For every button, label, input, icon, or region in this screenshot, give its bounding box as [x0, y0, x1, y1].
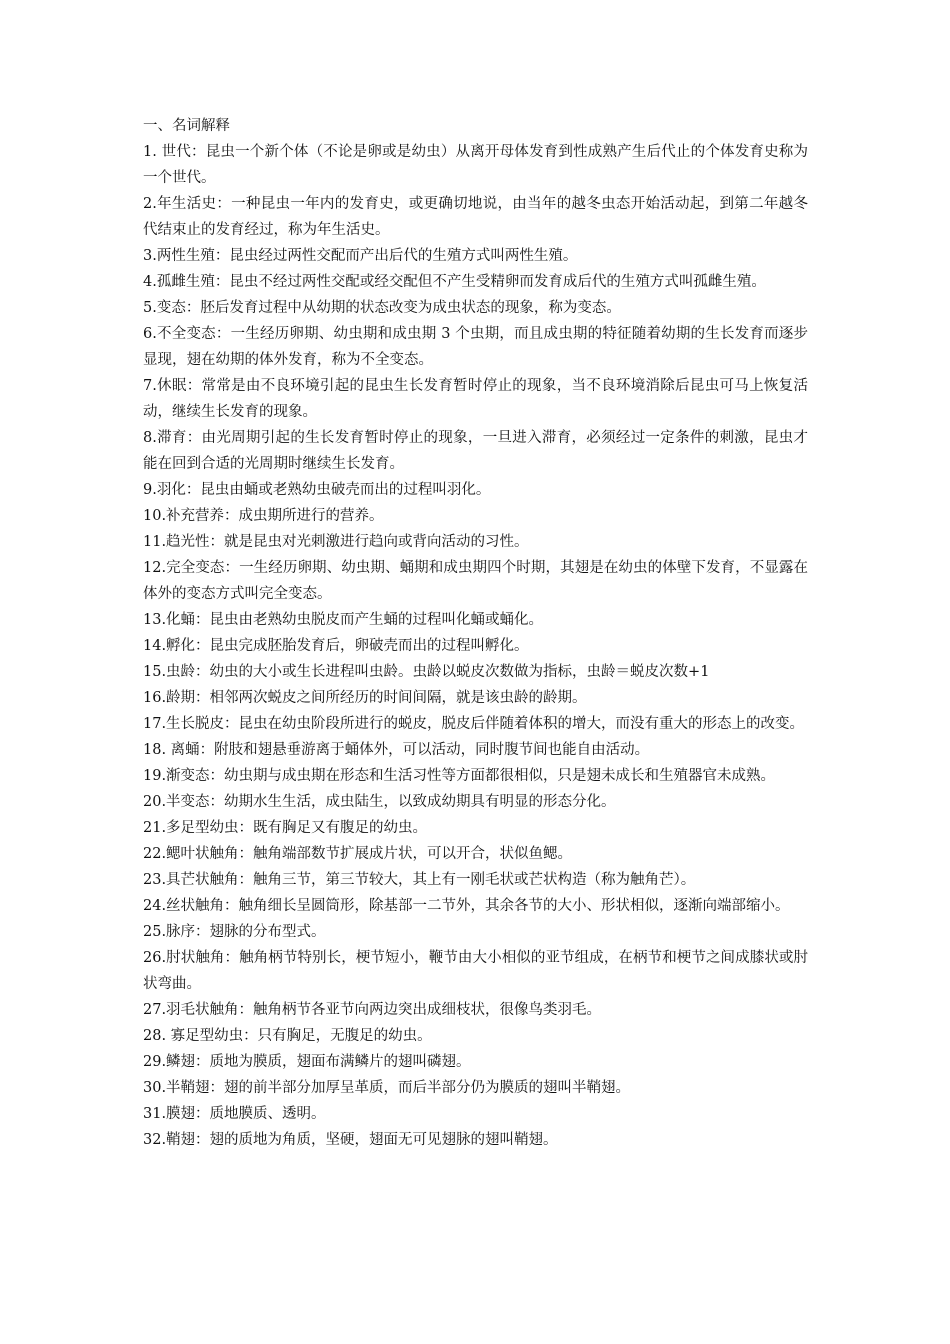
definition-entry: 20.半变态：幼期水生生活，成虫陆生，以致成幼期具有明显的形态分化。: [143, 794, 616, 810]
definition-entry: 4.孤雌生殖：昆虫不经过两性交配或经交配但不产生受精卵而发育成后代的生殖方式叫孤雌生殖。: [143, 274, 766, 290]
document-page: [143, 113, 808, 1153]
definition-entry: 16.龄期：相邻两次蜕皮之间所经历的时间间隔，就是该虫龄的龄期。: [143, 690, 587, 706]
definition-entry: 32.鞘翅：翅的质地为角质，坚硬，翅面无可见翅脉的翅叫鞘翅。: [143, 1132, 558, 1148]
definition-entry: 19.渐变态：幼虫期与成虫期在形态和生活习性等方面都很相似，只是翅未成长和生殖器官未成熟。: [143, 768, 776, 784]
definition-entry: 24.丝状触角：触角细长呈圆筒形，除基部一二节外，其余各节的大小、形状相似，逐渐向端部缩小。: [143, 898, 790, 914]
definition-entry: 15.虫龄：幼虫的大小或生长进程叫虫龄。虫龄以蜕皮次数做为指标，虫龄＝蜕皮次数+1: [143, 664, 710, 680]
definition-entry: 26.肘状触角：触角柄节特别长，梗节短小，鞭节由大小相似的亚节组成，在柄节和梗节之间成膝状或肘状弯曲。: [143, 950, 808, 992]
definition-entry: 18. 离蛹：附肢和翅悬垂游离于蛹体外，可以活动，同时腹节间也能自由活动。: [143, 742, 650, 758]
definition-entry: 5.变态：胚后发育过程中从幼期的状态改变为成虫状态的现象，称为变态。: [143, 300, 621, 316]
definition-entry: 13.化蛹：昆虫由老熟幼虫脱皮而产生蛹的过程叫化蛹或蛹化。: [143, 612, 544, 628]
definition-entry: 11.趋光性：就是昆虫对光刺激进行趋向或背向活动的习性。: [143, 534, 529, 550]
definition-entry: 8.滞育：由光周期引起的生长发育暂时停止的现象，一旦进入滞育，必须经过一定条件的刺激，昆虫才能在回到合适的光周期时继续生长发育。: [143, 430, 808, 472]
definition-entry: 3.两性生殖：昆虫经过两性交配而产出后代的生殖方式叫两性生殖。: [143, 248, 578, 264]
definition-entry: 12.完全变态：一生经历卵期、幼虫期、蛹期和成虫期四个时期，其翅是在幼虫的体壁下发育，不显露在体外的变态方式叫完全变态。: [143, 560, 808, 602]
definition-entry: 14.孵化：昆虫完成胚胎发育后，卵破壳而出的过程叫孵化。: [143, 638, 529, 654]
definition-entry: 6.不全变态：一生经历卵期、幼虫期和成虫期 3 个虫期，而且成虫期的特征随着幼期的生长发育而逐步显现，翅在幼期的体外发育，称为不全变态。: [143, 326, 808, 368]
definition-entry: 28. 寡足型幼虫：只有胸足，无腹足的幼虫。: [143, 1028, 432, 1044]
definition-entry: 9.羽化：昆虫由蛹或老熟幼虫破壳而出的过程叫羽化。: [143, 482, 491, 498]
definition-entry: 1. 世代：昆虫一个新个体（不论是卵或是幼虫）从离开母体发育到性成熟产生后代止的个体发育史称为一个世代。: [143, 144, 808, 186]
definition-entry: 23.具芒状触角：触角三节，第三节较大，其上有一刚毛状或芒状构造（称为触角芒）。: [143, 872, 696, 888]
definition-entry: 27.羽毛状触角：触角柄节各亚节向两边突出成细枝状，很像鸟类羽毛。: [143, 1002, 602, 1018]
definition-entry: 21.多足型幼虫：既有胸足又有腹足的幼虫。: [143, 820, 428, 836]
definition-entry: 17.生长脱皮：昆虫在幼虫阶段所进行的蜕皮，脱皮后伴随着体积的增大，而没有重大的形态上的改变。: [143, 716, 805, 732]
definition-entry: 22.鳃叶状触角：触角端部数节扩展成片状，可以开合，状似鱼鳃。: [143, 846, 573, 862]
definition-entry: 29.鳞翅：质地为膜质，翅面布满鳞片的翅叫磷翅。: [143, 1054, 471, 1070]
definition-entry: 30.半鞘翅：翅的前半部分加厚呈革质，而后半部分仍为膜质的翅叫半鞘翅。: [143, 1080, 631, 1096]
definition-entry: 2.年生活史：一种昆虫一年内的发育史，或更确切地说，由当年的越冬虫态开始活动起，到第二年越冬代结束止的发育经过，称为年生活史。: [143, 196, 808, 238]
definition-entry: 25.脉序：翅脉的分布型式。: [143, 924, 326, 940]
definition-entry: 31.膜翅：质地膜质、透明。: [143, 1106, 326, 1122]
section-title: 一、名词解释: [143, 118, 230, 134]
definition-entry: 7.休眠：常常是由不良环境引起的昆虫生长发育暂时停止的现象，当不良环境消除后昆虫可马上恢复活动，继续生长发育的现象。: [143, 378, 808, 420]
definition-list: [143, 139, 808, 1153]
definition-entry: 10.补充营养：成虫期所进行的营养。: [143, 508, 384, 524]
